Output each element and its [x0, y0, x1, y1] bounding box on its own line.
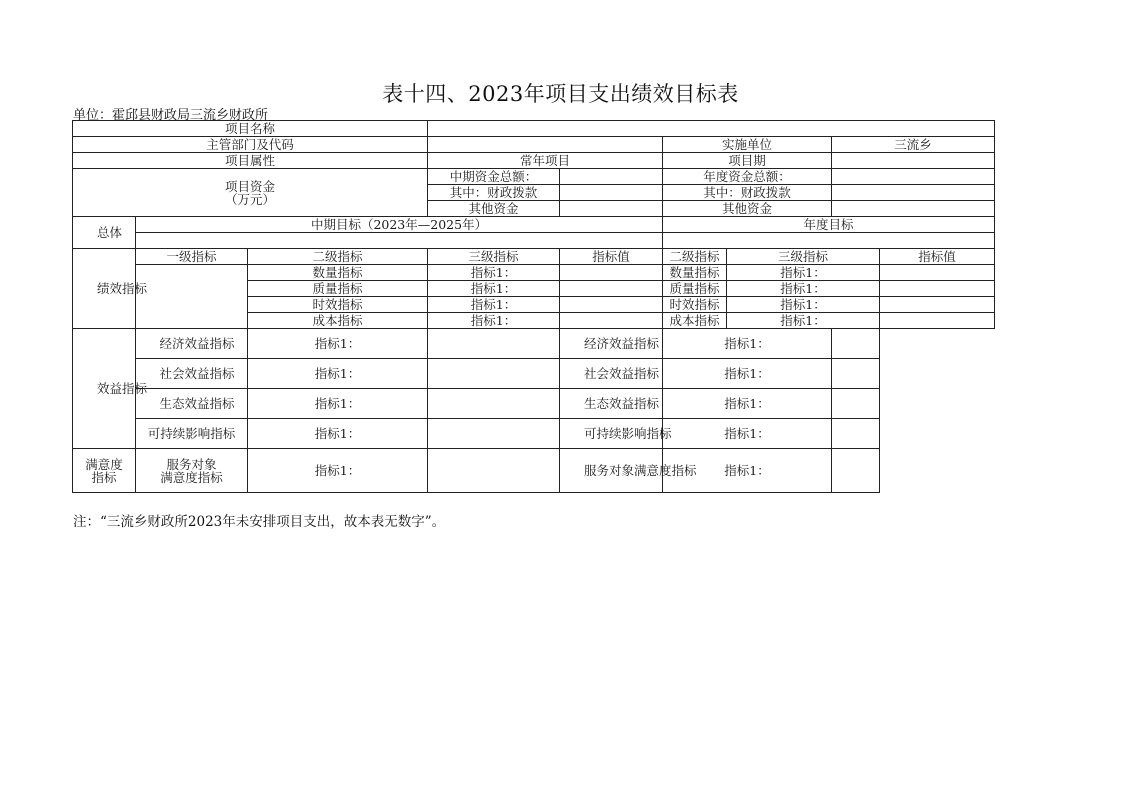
project-period-label: 项目期: [663, 153, 832, 169]
row-overall-header: [73, 217, 995, 233]
dept-code-value: [428, 137, 663, 153]
value-cell-right: [832, 329, 880, 359]
header-value-right: 指标值: [880, 249, 995, 265]
indicator-cell: 指标1：: [248, 419, 428, 449]
output-row-label-right: 成本指标: [663, 313, 727, 329]
benefit-row-label: 生态效益指标: [136, 389, 248, 419]
project-name-value: [428, 121, 995, 137]
output-row-label-right: 质量指标: [663, 281, 727, 297]
project-attr-label: 项目属性: [73, 153, 428, 169]
value-cell-right: [832, 449, 880, 493]
output-row-label: 成本指标: [248, 313, 428, 329]
header-level1: 一级指标: [136, 249, 248, 265]
impl-unit-label: 实施单位: [663, 137, 832, 153]
value-cell-right: [832, 419, 880, 449]
indicator-cell-right: 指标1：: [663, 419, 832, 449]
service-label: [136, 449, 248, 493]
value-cell-right: [880, 265, 995, 281]
value-cell: [560, 297, 663, 313]
output-row-label: 质量指标: [248, 281, 428, 297]
satisfaction-label: [73, 449, 136, 493]
dept-code-label: 主管部门及代码: [73, 137, 428, 153]
impl-unit-value: 三流乡: [832, 137, 995, 153]
value-cell: [428, 359, 560, 389]
indicator-cell: 指标1：: [248, 329, 428, 359]
indicator-cell-right: 指标1：: [663, 449, 832, 493]
table-row: [73, 359, 995, 389]
output-row-label-right: 时效指标: [663, 297, 727, 313]
value-cell-right: [880, 281, 995, 297]
value-cell: [428, 449, 560, 493]
indicator-cell: 指标1：: [428, 281, 560, 297]
annual-fiscal-label: 其中：财政拨款: [663, 185, 832, 201]
annual-goal-label: 年度目标: [663, 217, 995, 233]
satisfaction-label-line2: 指标: [91, 469, 117, 485]
project-attr-value: 常年项目: [428, 153, 663, 169]
table-row: [73, 329, 995, 359]
header-level3-right: 三级指标: [727, 249, 880, 265]
service-label-right: 服务对象满意度指标: [560, 449, 663, 493]
table-row: [73, 419, 995, 449]
annual-total-label: 年度资金总额：: [663, 169, 832, 185]
header-value: 指标值: [560, 249, 663, 265]
indicator-cell-right: 指标1：: [663, 389, 832, 419]
header-level2-right: 二级指标: [663, 249, 727, 265]
mid-goal-content: [136, 233, 663, 249]
row-project-attr: [73, 153, 995, 169]
output-row-label-right: 数量指标: [663, 265, 727, 281]
fund-label: [73, 169, 428, 217]
annual-fiscal-value: [832, 185, 995, 201]
annual-goal-content: [663, 233, 995, 249]
value-cell: [560, 313, 663, 329]
benefit-row-label: 可持续影响指标: [136, 419, 248, 449]
indicator-cell: 指标1：: [428, 297, 560, 313]
mid-goal-label: 中期目标（2023年—2025年）: [136, 217, 663, 233]
satisfaction-label-line1: 满意度: [85, 456, 123, 472]
value-cell: [428, 419, 560, 449]
table-row: [73, 449, 995, 493]
row-project-name: [73, 121, 995, 137]
row-fund-total: [73, 169, 995, 185]
row-indicator-header: [73, 249, 995, 265]
mid-fiscal-value: [560, 185, 663, 201]
mid-total-label: 中期资金总额：: [428, 169, 560, 185]
value-cell: [428, 329, 560, 359]
indicator-cell-right: 指标1：: [727, 265, 880, 281]
indicator-cell: 指标1：: [248, 389, 428, 419]
table-row: [73, 389, 995, 419]
value-cell-right: [880, 297, 995, 313]
output-row-label: 时效指标: [248, 297, 428, 313]
benefit-row-label: 社会效益指标: [136, 359, 248, 389]
indicator-cell: 指标1：: [248, 359, 428, 389]
service-label-line2: 满意度指标: [160, 469, 223, 485]
value-cell: [560, 281, 663, 297]
value-cell-right: [832, 359, 880, 389]
fund-label-line2: （万元）: [225, 191, 276, 207]
annual-total-value: [832, 169, 995, 185]
mid-total-value: [560, 169, 663, 185]
value-cell-right: [880, 313, 995, 329]
project-name-label: 项目名称: [73, 121, 428, 137]
footnote: 注：“三流乡财政所2023年未安排项目支出，故本表无数字”。: [73, 514, 446, 530]
indicator-cell-right: 指标1：: [727, 297, 880, 313]
indicator-cell: 指标1：: [428, 313, 560, 329]
indicator-cell-right: 指标1：: [663, 359, 832, 389]
benefit-row-label-right: 社会效益指标: [560, 359, 663, 389]
output-level1-cell: [136, 265, 248, 329]
value-cell: [428, 389, 560, 419]
service-label-line1: 服务对象: [166, 456, 217, 472]
benefit-row-label: 经济效益指标: [136, 329, 248, 359]
mid-fiscal-label: 其中：财政拨款: [428, 185, 560, 201]
page-title: 表十四、2023年项目支出绩效目标表: [382, 82, 739, 106]
indicator-cell: 指标1：: [428, 265, 560, 281]
benefit-row-label-right: 可持续影响指标: [560, 419, 663, 449]
benefit-label: 效益指标: [73, 329, 136, 449]
benefit-row-label-right: 生态效益指标: [560, 389, 663, 419]
table-row: [73, 265, 995, 281]
perf-label: 绩效指标: [73, 249, 136, 329]
project-period-value: [832, 153, 995, 169]
row-overall-content: [73, 233, 995, 249]
output-row-label: 数量指标: [248, 265, 428, 281]
annual-other-value: [832, 201, 995, 217]
mid-other-label: 其他资金: [428, 201, 560, 217]
annual-other-label: 其他资金: [663, 201, 832, 217]
benefit-row-label-right: 经济效益指标: [560, 329, 663, 359]
value-cell-right: [832, 389, 880, 419]
performance-goal-table: [72, 120, 995, 493]
row-dept-code: [73, 137, 995, 153]
header-level2: 二级指标: [248, 249, 428, 265]
header-level3: 三级指标: [428, 249, 560, 265]
indicator-cell-right: 指标1：: [663, 329, 832, 359]
indicator-cell: 指标1：: [248, 449, 428, 493]
mid-other-value: [560, 201, 663, 217]
indicator-cell-right: 指标1：: [727, 281, 880, 297]
unit-label: 单位：霍邱县财政局三流乡财政所: [73, 108, 269, 123]
value-cell: [560, 265, 663, 281]
overall-label: 总体: [73, 217, 136, 249]
indicator-cell-right: 指标1：: [727, 313, 880, 329]
fund-label-line1: 项目资金: [225, 178, 276, 194]
